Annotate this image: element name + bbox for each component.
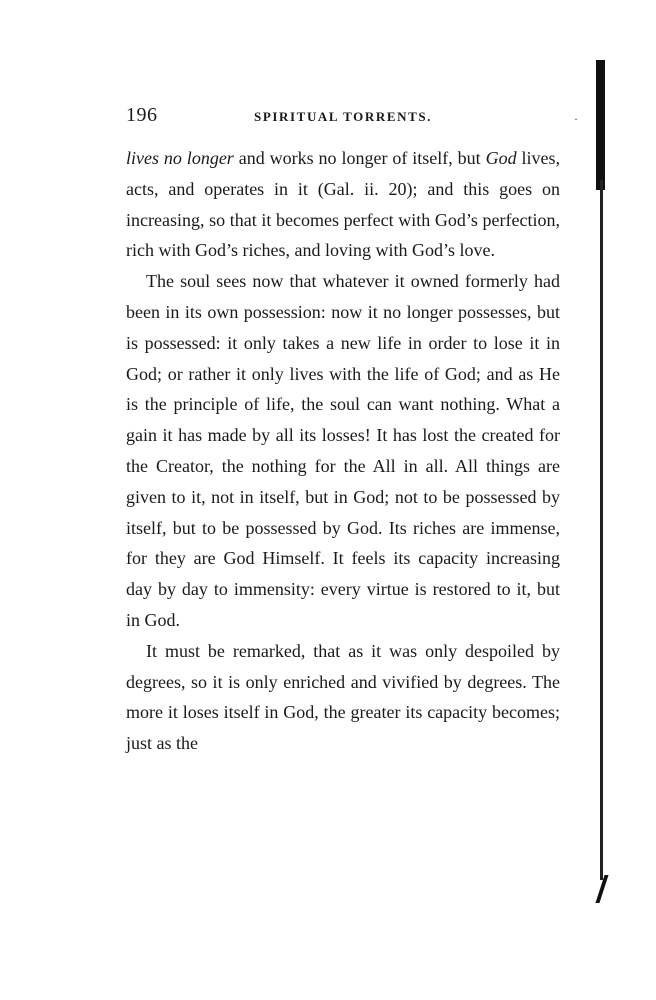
- italic-word-god: God: [485, 148, 517, 168]
- paragraph-1-text-b: lives, acts, and operates in it (Gal. ii. 20); and this goes on increasing, so that it becomes perfect with God’s perfection, rich with God’s riches, and loving with God’s love.: [126, 148, 561, 261]
- header-dot-mark: ·: [574, 112, 578, 126]
- paragraph-1: [126, 143, 560, 266]
- binding-edge-top: [596, 60, 605, 190]
- page-body: [126, 143, 560, 759]
- page-header: [126, 104, 578, 132]
- paragraph-3: It must be remarked, that as it was only despoiled by degrees, so it is only enriched and vivified by degrees. The more it loses itself in God, the greater its capacity becomes; just as the: [126, 640, 560, 754]
- binding-edge-line: [600, 180, 603, 880]
- paragraph-1-text-a: and works no longer of itself, but: [233, 148, 481, 168]
- page-number: 196: [126, 104, 158, 126]
- running-head: SPIRITUAL TORRENTS.: [254, 109, 433, 124]
- binding-edge-shadow: [596, 60, 610, 900]
- italic-phrase-lives-no-longer: lives no longer: [126, 148, 234, 168]
- binding-edge-foot: [595, 875, 608, 903]
- paragraph-2: The soul sees now that whatever it owned formerly had been in its own possession: now it no longer possesses, but is possessed: it only takes a new life in order to lose it in God; or rather it only lives with the life of God; and as He is the principle of life, the soul can want nothing. What a gain it has made by all its losses! It has lost the created for the Creator, the nothing for the All in all. All things are given to it, not in itself, but in God; not to be possessed by itself, but to be possessed by God. Its riches are immense, for they are God Himself. It feels its capacity increasing day by day to immensity: every virtue is restored to it, but in God.: [126, 271, 560, 630]
